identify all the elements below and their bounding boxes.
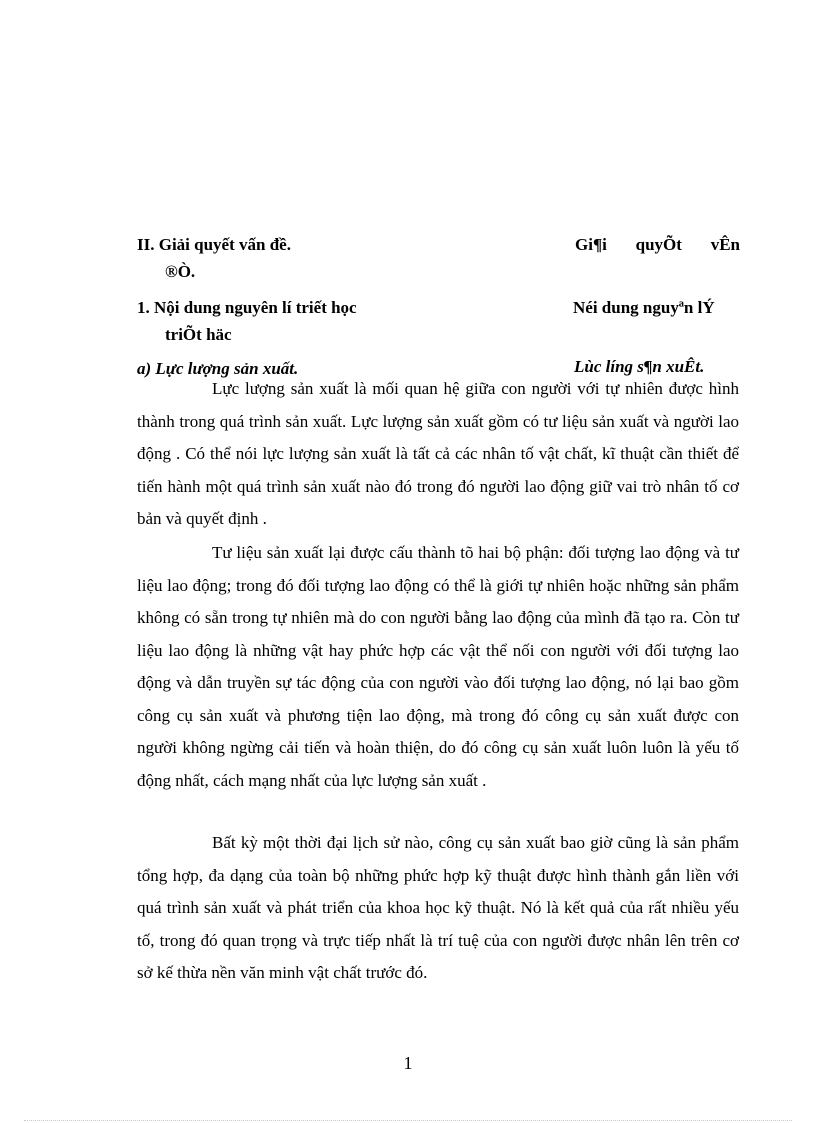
paragraph-text: Bất kỳ một thời đại lịch sử nào, công cụ sản xuất bao giờ cũng là sản phẩm tổng hợp, đa dạng của toàn bộ những phức hợp kỹ thuật được hình thành gắn liền với quá trình sản xuất và phát triển của khoa học kỹ thuật. Nó là kết quả của rất nhiều yếu tố, trong đó quan trọng và trực tiếp nhất là trí tuệ của con người được nhân lên trên cơ sở kế thừa nền văn minh vật chất trước đó. <box>137 833 739 982</box>
body-paragraph-1 <box>137 373 739 536</box>
section-heading-legacy-encoded: Gi¶i quyÕt vÊn <box>575 235 740 254</box>
paragraph-text: Tư liệu sản xuất lại được cấu thành tõ hai bộ phận: đối tượng lao động và tư liệu lao động; trong đó đối tượng lao động có thể là giới tự nhiên hoặc những sản phẩm không có sẵn trong tự nhiên mà do con người bằng lao động của mình đã tạo ra. Còn tư liệu lao động là những vật hay phức hợp các vật thể nối con người với đối tượng lao động và dẫn truyền sự tác động của con người vào đối tượng lao động, nó lại bao gồm công cụ sản xuất và phương tiện lao động, mà trong đó công cụ sản xuất được con người không ngừng cải tiến và hoàn thiện, do đó công cụ sản xuất luôn luôn là yếu tố động nhất, cách mạng nhất của lực lượng sản xuất . <box>137 543 739 790</box>
paragraph-text: Lực lượng sản xuất là mối quan hệ giữa con người với tự nhiên được hình thành trong quá trình sản xuất. Lực lượng sản xuất gồm có tư liệu sản xuất và người lao động . Có thể nói lực lượng sản xuất là tất cả các nhân tố vật chất, kĩ thuật cần thiết để tiến hành một quá trình sản xuất nào đó trong đó người lao động giữ vai trò nhân tố cơ bản và quyết định . <box>137 379 739 528</box>
subsection-heading-legacy-encoded: Lùc líng s¶n xuÊt. <box>574 357 705 376</box>
subheading: 1. Nội dung nguyên lí triết học <box>137 298 357 317</box>
page-number: 1 <box>403 1053 413 1073</box>
page-bottom-divider <box>24 1120 792 1121</box>
section-heading: II. Giải quyết vấn đề. <box>137 235 291 254</box>
body-paragraph-3 <box>137 827 739 990</box>
body-paragraph-2 <box>137 537 739 797</box>
subheading-wrap: triÕt häc <box>165 325 232 344</box>
subheading-legacy-encoded: Néi dung nguyªn lÝ <box>573 298 715 317</box>
section-heading-wrap: ®Ò. <box>165 262 196 281</box>
subsection-heading: a) Lực lượng sản xuất. <box>137 359 299 378</box>
